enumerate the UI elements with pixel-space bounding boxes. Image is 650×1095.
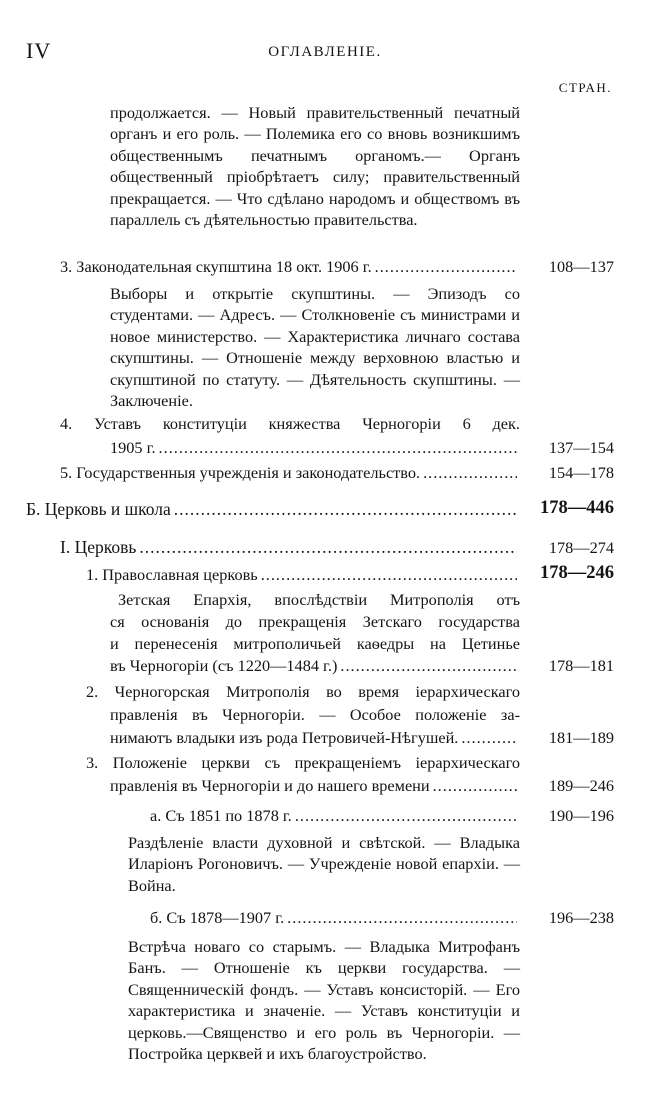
leader-dots [287,907,517,928]
section-i-label: I. Церковь [60,537,137,557]
church-entry-2-line1: 2. Черногорская Митрополія во время іерархическаго [86,682,520,701]
church-entry-1-text-line4 [110,655,520,676]
church-entry-2-line2: правленія въ Черногоріи. — Особое положеніе за- [110,705,520,724]
church-entry-3-end: правленія въ Черногоріи и до нашего времени [110,776,430,795]
church-subentry-a-summary: Раздѣленіе власти духовной и свѣтской. — Владыка Иларіонъ Рогоновичъ. — Учрежденіе новой епархіи. — Война. [128,833,520,895]
toc-entry-4-label: 1905 г. [110,438,156,457]
leader-dots [423,462,517,483]
section-b [26,499,520,520]
church-entry-1-label: 1. Православная церковь [86,565,258,584]
toc-entry-3-label: 3. Законодательная скупштина 18 окт. 1906 г. [60,257,372,276]
section-i [60,537,520,558]
church-entry-2-end: нимаютъ владыки изъ рода Петровичей-Нѣгушей. [110,728,459,747]
church-entry-1-pages: 178—246 [540,563,614,583]
leader-dots [159,437,517,458]
section-b-pages: 178—446 [540,498,614,518]
church-entry-2-line3 [110,727,520,748]
church-subentry-a-pages: 190—196 [548,806,614,825]
leader-dots [174,499,517,520]
pages-column-label: СТРАН. [558,80,612,95]
church-entry-2-pages: 181—189 [548,728,614,747]
church-entry-1-text-line2: ся основанія до прекращенія Зетскаго государства [110,612,520,631]
church-entry-3-line2 [110,775,520,796]
church-subentry-a [150,805,520,826]
church-subentry-b-pages: 196—238 [548,908,614,927]
leader-dots [461,727,517,748]
leader-dots [433,775,517,796]
section-b-label: Б. Церковь и школа [26,499,171,519]
toc-entry-3-pages: 108—137 [548,257,614,276]
church-entry-1-text-end: въ Черногоріи (съ 1220—1484 г.) [110,656,338,675]
church-entry-1-text-line1: Зетская Епархія, впослѣдствіи Митрополія отъ [118,590,520,609]
church-entry-1 [86,564,520,585]
toc-entry-5 [60,462,520,483]
church-entry-1-text-pages: 178—181 [548,656,614,675]
leader-dots [375,256,517,277]
leader-dots [139,537,517,558]
toc-entry-3 [60,256,520,277]
toc-entry-5-pages: 154—178 [548,463,614,482]
church-subentry-b [150,907,520,928]
church-entry-3-pages: 189—246 [548,776,614,795]
intro-paragraph: продолжается. — Новый правительственный печатный органъ и его роль. — Полемика его со вновь возникшимъ общественнымъ печатнымъ органомъ.— Органъ общественный пріобрѣтаетъ силу; правительственный прекращается. — Что сдѣлано народомъ и обществомъ въ параллель съ дѣятельностью правительства. [110,103,520,230]
toc-entry-4-line2 [110,437,520,458]
church-entry-1-text-line3: и перенесенія митрополичьей каѳедры на Цетинье [110,634,520,653]
leader-dots [261,564,517,585]
church-subentry-a-label: а. Съ 1851 по 1878 г. [150,806,292,825]
running-header: ОГЛАВЛЕНІЕ. [268,44,382,60]
church-subentry-b-label: б. Съ 1878—1907 г. [150,908,285,927]
toc-entry-3-summary: Выборы и открытіе скупштины. — Эпизодъ со студентами. — Адресъ. — Столкновеніе съ министрами и новое министерство. — Характеристика личнаго состава скупштины. — Отношеніе между верховною властью и скупштиной по статуту. — Дѣятельность скупштины. — Заключеніе. [110,284,520,411]
leader-dots [340,655,517,676]
church-subentry-b-summary: Встрѣча новаго со старымъ. — Владыка Митрофанъ Банъ. — Отношеніе къ церкви государства. — Священническій фондъ. — Уставъ консисторій. — Его характеристика и значеніе. — Уставъ конституціи и церковь.—Священство и его роль въ Черногоріи. — Постройка церквей и ихъ благоустройство. [128,937,520,1064]
toc-entry-4-pages: 137—154 [548,438,614,457]
toc-entry-5-label: 5. Государственныя учрежденія и законодательство. [60,463,421,482]
church-entry-3-line1: 3. Положеніе церкви съ прекращеніемъ іерархическаго [86,753,520,772]
leader-dots [295,805,517,826]
page-number: IV [26,38,52,63]
toc-entry-4-line1: 4. Уставъ конституціи княжества Черногоріи 6 дек. [60,414,520,433]
section-i-pages: 178—274 [548,538,614,557]
